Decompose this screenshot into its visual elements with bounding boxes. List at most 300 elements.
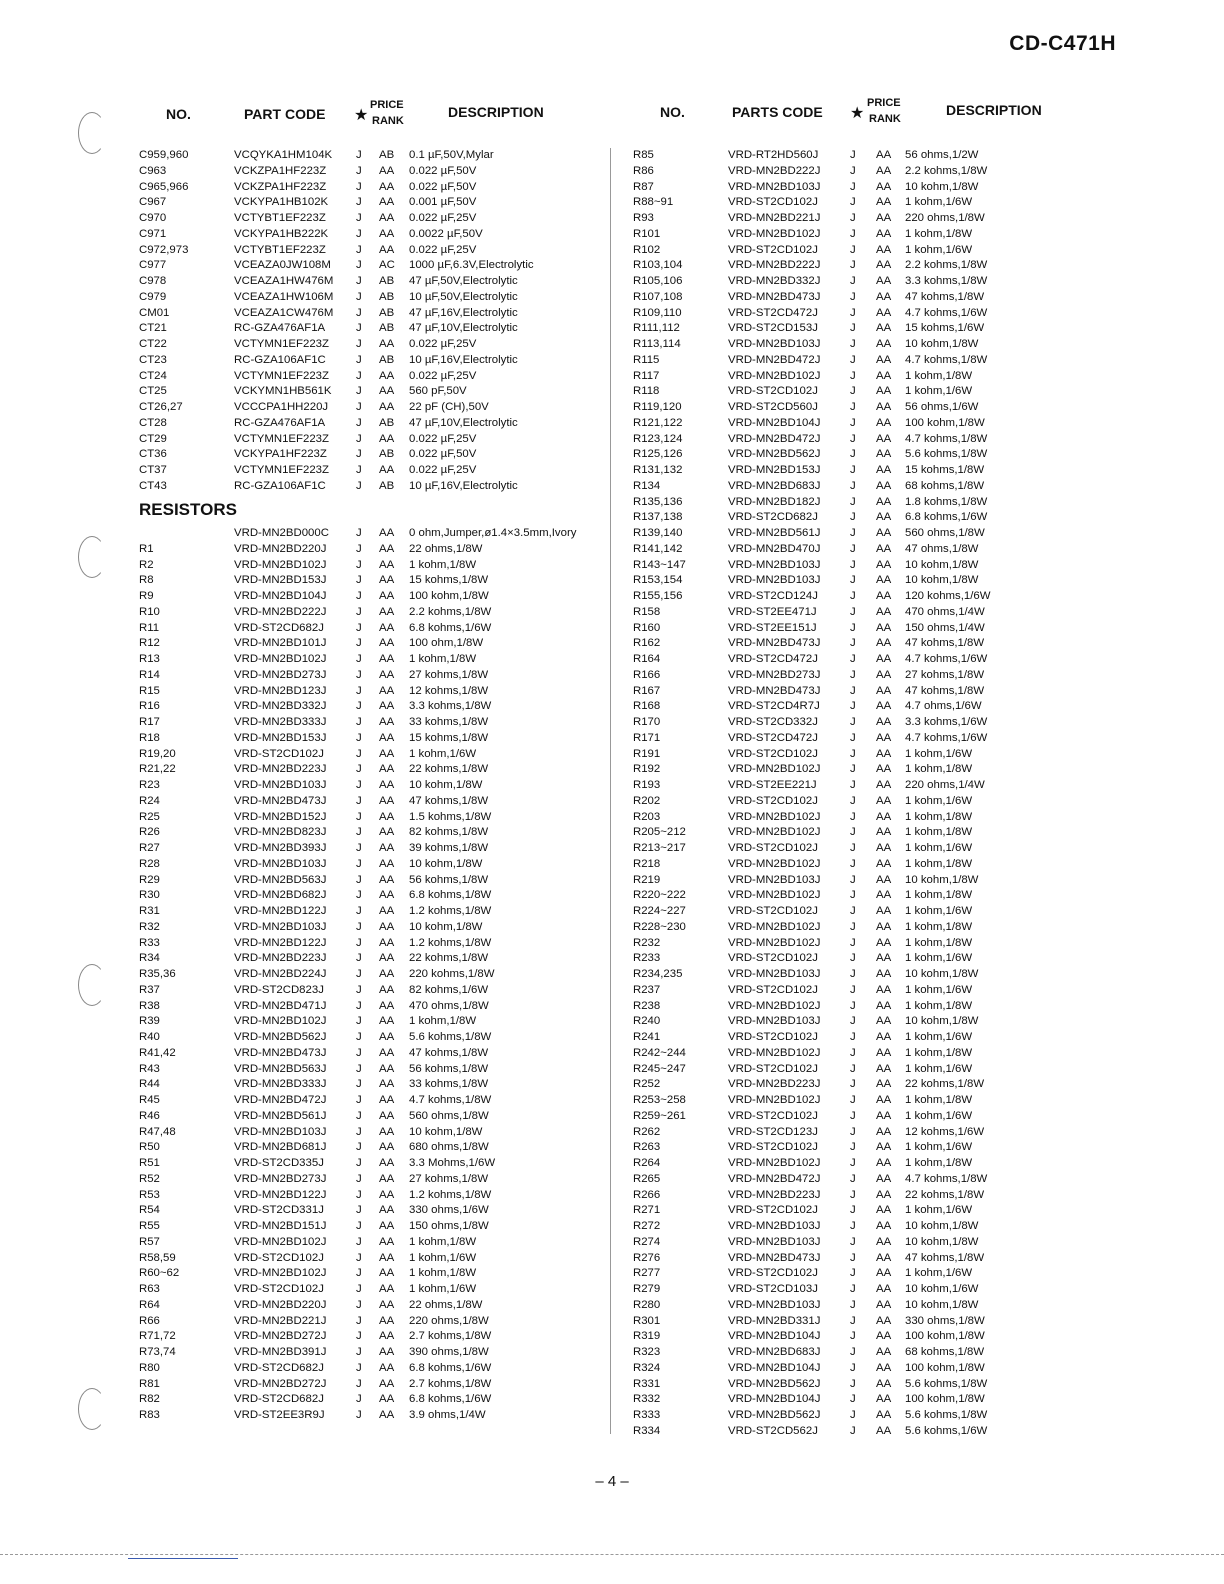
- cell-mark: J: [850, 920, 856, 933]
- cell-ref-no: R334: [633, 1424, 661, 1437]
- cell-price-rank: AA: [876, 637, 892, 650]
- table-row: [139, 1125, 609, 1141]
- cell-part-code: VRD-MN2BD102J: [728, 889, 821, 902]
- table-row: [139, 542, 609, 558]
- cell-description: 1 kohm,1/6W: [905, 794, 973, 807]
- cell-mark: J: [850, 857, 856, 870]
- left-parts-table: [139, 148, 609, 1424]
- table-row: [139, 1282, 609, 1298]
- cell-mark: J: [850, 1078, 856, 1091]
- cell-description: 1 kohm,1/8W: [409, 1235, 477, 1248]
- cell-part-code: VCEAZA1HW106M: [234, 290, 334, 303]
- cell-mark: J: [850, 653, 856, 665]
- cell-mark: J: [850, 275, 856, 287]
- cell-description: 15 kohms,1/6W: [905, 322, 985, 335]
- section-heading: [139, 495, 609, 527]
- cell-price-rank: AA: [379, 1314, 395, 1327]
- cell-price-rank: AA: [876, 1346, 892, 1358]
- cell-description: 6.8 kohms,1/6W: [409, 621, 492, 634]
- table-row: [139, 621, 609, 637]
- punch-hole: [78, 536, 106, 578]
- cell-part-code: VRD-ST2CD103J: [728, 1283, 818, 1295]
- cell-mark: J: [356, 432, 362, 445]
- cell-mark: J: [356, 952, 362, 965]
- cell-description: 10 kohm,1/8W: [905, 1298, 979, 1311]
- cell-ref-no: R101: [633, 227, 661, 240]
- cell-price-rank: AA: [379, 1267, 395, 1280]
- cell-mark: J: [850, 1094, 856, 1106]
- cell-description: 100 kohm,1/8W: [905, 1393, 985, 1406]
- cell-mark: J: [356, 1188, 362, 1201]
- cell-ref-no: R319: [633, 1330, 661, 1343]
- cell-ref-no: R137,138: [633, 511, 683, 524]
- cell-ref-no: R19,20: [139, 747, 176, 760]
- cell-ref-no: R141,142: [633, 542, 683, 555]
- cell-price-rank: AB: [379, 306, 395, 319]
- table-row: [139, 1093, 609, 1109]
- table-row: [633, 936, 1073, 952]
- cell-price-rank: AA: [876, 180, 892, 193]
- cell-ref-no: R119,120: [633, 401, 682, 413]
- table-row: [139, 463, 609, 479]
- cell-ref-no: R279: [633, 1283, 661, 1295]
- cell-description: 22 kohms,1/8W: [409, 763, 489, 776]
- table-row: [633, 999, 1073, 1015]
- cell-ref-no: R333: [633, 1409, 661, 1421]
- cell-description: 47 µF,16V,Electrolytic: [409, 306, 518, 319]
- right-parts-table: [633, 148, 1073, 1440]
- table-row: [633, 1140, 1073, 1156]
- cell-ref-no: R88~91: [633, 196, 674, 209]
- cell-mark: J: [356, 763, 362, 776]
- cell-mark: J: [850, 716, 856, 728]
- cell-price-rank: AA: [379, 1188, 395, 1201]
- header-star-icon: ★: [354, 107, 369, 124]
- table-row: [633, 479, 1073, 495]
- cell-part-code: VRD-ST2EE151J: [728, 621, 817, 634]
- table-row: [139, 1140, 609, 1156]
- cell-ref-no: R9: [139, 590, 154, 602]
- table-row: [139, 526, 609, 542]
- cell-description: 3.3 kohms,1/8W: [905, 275, 988, 287]
- cell-description: 1 kohm,1/8W: [409, 653, 477, 665]
- cell-price-rank: AA: [876, 196, 892, 209]
- cell-price-rank: AA: [379, 1062, 395, 1075]
- cell-part-code: VRD-ST2CD331J: [234, 1204, 324, 1217]
- cell-price-rank: AA: [876, 227, 892, 240]
- cell-ref-no: R34: [139, 952, 160, 965]
- cell-price-rank: AA: [379, 810, 395, 823]
- table-row: [633, 951, 1073, 967]
- cell-price-rank: AA: [379, 731, 395, 744]
- cell-ref-no: R28: [139, 857, 160, 870]
- cell-description: 22 ohms,1/8W: [409, 1298, 483, 1311]
- cell-part-code: VRD-MN2BD103J: [234, 920, 327, 933]
- cell-mark: J: [356, 1141, 362, 1154]
- cell-description: 39 kohms,1/8W: [409, 842, 489, 854]
- table-row: [139, 778, 609, 794]
- cell-mark: J: [850, 605, 856, 618]
- cell-price-rank: AA: [379, 164, 395, 177]
- cell-ref-no: R27: [139, 842, 160, 854]
- cell-price-rank: AA: [876, 873, 892, 886]
- cell-ref-no: R82: [139, 1393, 160, 1406]
- cell-mark: J: [850, 448, 856, 461]
- page-number: – 4 –: [595, 1473, 629, 1490]
- cell-ref-no: R25: [139, 810, 160, 823]
- cell-ref-no: R253~258: [633, 1094, 686, 1106]
- cell-price-rank: AA: [379, 369, 395, 382]
- table-row: [633, 873, 1073, 889]
- cell-part-code: VRD-MN2BD103J: [728, 1235, 821, 1248]
- cell-part-code: VRD-MN2BD220J: [234, 542, 327, 555]
- cell-price-rank: AA: [876, 1393, 892, 1406]
- cell-description: 10 kohm,1/6W: [905, 1283, 979, 1295]
- cell-description: 6.8 kohms,1/8W: [409, 889, 492, 902]
- cell-description: 68 kohms,1/8W: [905, 479, 985, 492]
- cell-description: 330 ohms,1/6W: [409, 1204, 489, 1217]
- cell-ref-no: R1: [139, 542, 154, 555]
- cell-mark: J: [850, 1109, 856, 1122]
- cell-ref-no: R323: [633, 1346, 661, 1358]
- cell-ref-no: CT25: [139, 385, 167, 398]
- cell-description: 68 kohms,1/8W: [905, 1346, 985, 1358]
- table-row: [633, 888, 1073, 904]
- cell-ref-no: R53: [139, 1188, 160, 1201]
- cell-ref-no: R264: [633, 1157, 661, 1169]
- cell-mark: J: [356, 401, 362, 413]
- cell-ref-no: CT43: [139, 479, 167, 492]
- table-row: [139, 1314, 609, 1330]
- table-row: [633, 432, 1073, 448]
- cell-part-code: VRD-MN2BD104J: [728, 416, 821, 429]
- cell-description: 4.7 kohms,1/8W: [409, 1094, 492, 1106]
- cell-part-code: VRD-MN2BD331J: [728, 1314, 821, 1327]
- table-row: [633, 699, 1073, 715]
- cell-ref-no: R81: [139, 1377, 160, 1390]
- cell-part-code: VCTYMN1EF223Z: [234, 369, 329, 382]
- cell-ref-no: R234,235: [633, 968, 683, 980]
- cell-description: 1 kohm,1/6W: [905, 1109, 973, 1122]
- table-row: [139, 258, 609, 274]
- cell-part-code: VRD-MN2BD153J: [728, 464, 821, 476]
- cell-part-code: VCKYPA1HB222K: [234, 227, 329, 240]
- cell-mark: J: [356, 842, 362, 854]
- cell-part-code: VRD-MN2BD681J: [234, 1141, 327, 1154]
- cell-part-code: VRD-MN2BD220J: [234, 1298, 327, 1311]
- cell-price-rank: AA: [379, 1346, 395, 1358]
- cell-ref-no: R44: [139, 1078, 160, 1091]
- cell-ref-no: CT26,27: [139, 401, 183, 413]
- cell-mark: J: [356, 464, 362, 476]
- cell-ref-no: R71,72: [139, 1330, 176, 1343]
- cell-description: 1 kohm,1/8W: [905, 1094, 973, 1106]
- section-title: RESISTORS: [139, 499, 237, 519]
- cell-part-code: VRD-MN2BD102J: [234, 653, 327, 665]
- cell-mark: J: [356, 1062, 362, 1075]
- cell-description: 1.2 kohms,1/8W: [409, 1188, 492, 1201]
- cell-description: 47 kohms,1/8W: [905, 1251, 985, 1264]
- cell-price-rank: AA: [876, 920, 892, 933]
- table-row: [139, 589, 609, 605]
- cell-description: 0.001 µF,50V: [409, 196, 477, 209]
- cell-mark: J: [850, 763, 856, 776]
- cell-description: 47 µF,10V,Electrolytic: [409, 416, 518, 429]
- punch-hole: [78, 1388, 106, 1430]
- cell-part-code: RC-GZA476AF1A: [234, 416, 326, 429]
- cell-price-rank: AA: [379, 196, 395, 209]
- cell-description: 1 kohm,1/6W: [905, 905, 973, 917]
- cell-mark: J: [356, 227, 362, 240]
- cell-part-code: RC-GZA106AF1C: [234, 479, 326, 492]
- table-row: [139, 1266, 609, 1282]
- cell-description: 22 kohms,1/8W: [905, 1188, 985, 1201]
- cell-ref-no: R87: [633, 180, 654, 193]
- table-row: [633, 542, 1073, 558]
- cell-part-code: VRD-MN2BD102J: [234, 1267, 327, 1280]
- table-row: [633, 400, 1073, 416]
- cell-part-code: VRD-ST2CD682J: [728, 511, 818, 524]
- table-row: [139, 148, 609, 164]
- cell-mark: J: [850, 621, 856, 634]
- table-row: [139, 1345, 609, 1361]
- cell-description: 15 kohms,1/8W: [409, 731, 489, 744]
- cell-description: 1 kohm,1/6W: [905, 842, 973, 854]
- cell-mark: J: [850, 1251, 856, 1264]
- cell-ref-no: R118: [633, 385, 660, 398]
- cell-mark: J: [850, 983, 856, 996]
- cell-ref-no: R276: [633, 1251, 661, 1264]
- cell-part-code: VRD-MN2BD102J: [728, 920, 821, 933]
- cell-part-code: VRD-MN2BD102J: [728, 826, 821, 839]
- cell-description: 10 kohm,1/8W: [905, 873, 979, 886]
- cell-price-rank: AA: [876, 1267, 892, 1280]
- table-row: [633, 684, 1073, 700]
- cell-part-code: VRD-MN2BD332J: [234, 700, 327, 713]
- cell-part-code: RC-GZA476AF1A: [234, 322, 326, 335]
- table-row: [139, 337, 609, 353]
- cell-mark: J: [850, 495, 856, 508]
- cell-part-code: VRD-MN2BD103J: [728, 558, 821, 571]
- cell-price-rank: AA: [876, 243, 892, 256]
- cell-part-code: VRD-MN2BD182J: [728, 495, 821, 508]
- table-row: [139, 999, 609, 1015]
- table-row: [139, 699, 609, 715]
- cell-description: 10 kohm,1/8W: [905, 180, 979, 193]
- table-row: [139, 416, 609, 432]
- cell-description: 82 kohms,1/6W: [409, 983, 489, 996]
- cell-description: 1 kohm,1/8W: [905, 810, 973, 823]
- cell-part-code: VRD-MN2BD103J: [728, 873, 821, 886]
- table-row: [139, 1077, 609, 1093]
- table-row: [139, 195, 609, 211]
- cell-ref-no: R60~62: [139, 1267, 180, 1280]
- cell-description: 1 kohm,1/8W: [409, 1015, 477, 1028]
- cell-description: 0.0022 µF,50V: [409, 227, 483, 240]
- cell-part-code: VRD-MN2BD473J: [728, 1251, 821, 1264]
- cell-description: 47 kohms,1/8W: [905, 290, 985, 303]
- table-row: [633, 1156, 1073, 1172]
- cell-price-rank: AA: [876, 1314, 892, 1327]
- cell-ref-no: R171: [633, 731, 661, 744]
- cell-price-rank: AA: [876, 1062, 892, 1075]
- cell-ref-no: R213~217: [633, 842, 686, 854]
- cell-part-code: VRD-MN2BD102J: [728, 227, 821, 240]
- cell-mark: J: [850, 1393, 856, 1406]
- cell-part-code: VRD-MN2BD472J: [728, 432, 821, 445]
- header-star-icon: ★: [850, 105, 865, 122]
- table-row: [633, 904, 1073, 920]
- cell-part-code: VRD-MN2BD102J: [234, 1235, 327, 1248]
- cell-ref-no: R93: [633, 212, 654, 224]
- cell-description: 4.7 kohms,1/8W: [905, 1172, 988, 1185]
- cell-part-code: VRD-ST2EE3R9J: [234, 1409, 325, 1421]
- table-row: [139, 1046, 609, 1062]
- table-row: [139, 479, 609, 495]
- table-row: [633, 1314, 1073, 1330]
- cell-price-rank: AA: [379, 1157, 395, 1169]
- cell-ref-no: R113,114: [633, 338, 681, 350]
- cell-ref-no: R11: [139, 621, 160, 634]
- cell-ref-no: CT24: [139, 369, 167, 382]
- cell-price-rank: AA: [876, 385, 892, 398]
- table-row: [139, 888, 609, 904]
- header-no: NO.: [166, 106, 191, 122]
- cell-ref-no: R167: [633, 684, 661, 697]
- cell-price-rank: AA: [876, 936, 892, 949]
- cell-price-rank: AA: [876, 558, 892, 571]
- cell-description: 3.3 kohms,1/8W: [409, 700, 492, 713]
- cell-part-code: VRD-MN2BD273J: [728, 668, 821, 681]
- cell-mark: J: [356, 322, 362, 335]
- cell-ref-no: R14: [139, 668, 160, 681]
- cell-price-rank: AA: [379, 574, 395, 587]
- cell-mark: J: [850, 1346, 856, 1358]
- cell-description: 0.022 µF,50V: [409, 448, 477, 461]
- cell-description: 2.7 kohms,1/8W: [409, 1330, 492, 1343]
- cell-price-rank: AA: [379, 1330, 395, 1343]
- cell-ref-no: R220~222: [633, 889, 686, 902]
- cell-mark: J: [356, 873, 362, 886]
- cell-part-code: VRD-MN2BD123J: [234, 684, 327, 697]
- cell-mark: J: [850, 1283, 856, 1295]
- cell-ref-no: R57: [139, 1235, 160, 1248]
- cell-mark: J: [356, 416, 362, 429]
- cell-description: 0.022 µF,25V: [409, 243, 477, 256]
- cell-ref-no: R272: [633, 1220, 661, 1232]
- cell-ref-no: C979: [139, 290, 167, 303]
- cell-part-code: VRD-ST2EE471J: [728, 605, 817, 618]
- table-row: [139, 353, 609, 369]
- cell-price-rank: AA: [379, 1141, 395, 1154]
- cell-price-rank: AA: [876, 826, 892, 839]
- table-row: [139, 227, 609, 243]
- cell-part-code: VRD-ST2CD102J: [728, 1109, 818, 1122]
- cell-mark: J: [850, 1172, 856, 1185]
- cell-description: 5.6 kohms,1/8W: [905, 1377, 988, 1390]
- table-row: [633, 731, 1073, 747]
- cell-ref-no: C977: [139, 259, 167, 272]
- cell-price-rank: AA: [876, 1188, 892, 1201]
- cell-ref-no: R23: [139, 779, 160, 791]
- cell-mark: J: [356, 527, 362, 539]
- table-row: [139, 447, 609, 463]
- table-row: [633, 195, 1073, 211]
- cell-price-rank: AA: [876, 889, 892, 902]
- cell-ref-no: R263: [633, 1141, 661, 1154]
- cell-price-rank: AA: [379, 779, 395, 791]
- cell-price-rank: AA: [379, 1078, 395, 1091]
- cell-mark: J: [356, 731, 362, 744]
- header-parts-code: PARTS CODE: [732, 104, 823, 120]
- cell-description: 1 kohm,1/6W: [905, 196, 973, 209]
- cell-part-code: VRD-ST2CD102J: [728, 952, 818, 965]
- cell-mark: J: [356, 653, 362, 665]
- table-row: [139, 920, 609, 936]
- cell-mark: J: [850, 1314, 856, 1327]
- cell-part-code: VCTYMN1EF223Z: [234, 464, 329, 476]
- cell-description: 33 kohms,1/8W: [409, 716, 489, 728]
- table-row: [633, 825, 1073, 841]
- cell-description: 22 pF (CH),50V: [409, 401, 489, 413]
- cell-price-rank: AA: [379, 1031, 395, 1043]
- cell-ref-no: R274: [633, 1235, 661, 1248]
- header-description: DESCRIPTION: [448, 104, 544, 120]
- cell-mark: J: [356, 637, 362, 650]
- cell-price-rank: AA: [379, 1283, 395, 1295]
- cell-mark: J: [850, 338, 856, 350]
- cell-mark: J: [356, 149, 362, 161]
- cell-mark: J: [850, 1046, 856, 1059]
- cell-ref-no: R103,104: [633, 259, 683, 272]
- cell-description: 1 kohm,1/8W: [905, 889, 973, 902]
- cell-description: 1 kohm,1/8W: [905, 857, 973, 870]
- table-row: [139, 951, 609, 967]
- table-row: [633, 290, 1073, 306]
- cell-mark: J: [356, 621, 362, 634]
- cell-part-code: VRD-MN2BD562J: [728, 448, 821, 461]
- cell-mark: J: [356, 826, 362, 839]
- cell-mark: J: [356, 243, 362, 256]
- cell-mark: J: [850, 1330, 856, 1343]
- cell-ref-no: R280: [633, 1298, 661, 1311]
- table-row: [139, 1377, 609, 1393]
- cell-part-code: VRD-MN2BD223J: [728, 1188, 821, 1201]
- table-row: [633, 1188, 1073, 1204]
- cell-part-code: VRD-MN2BD153J: [234, 574, 327, 587]
- cell-mark: J: [850, 905, 856, 917]
- cell-price-rank: AA: [876, 149, 892, 161]
- cell-price-rank: AA: [876, 479, 892, 492]
- cell-part-code: VCEAZA1CW476M: [234, 306, 334, 319]
- cell-mark: J: [850, 259, 856, 272]
- cell-description: 330 ohms,1/8W: [905, 1314, 985, 1327]
- cell-price-rank: AA: [876, 1125, 892, 1138]
- table-row: [633, 573, 1073, 589]
- cell-description: 220 ohms,1/4W: [905, 779, 985, 791]
- cell-ref-no: CT23: [139, 353, 167, 366]
- cell-mark: J: [356, 1204, 362, 1217]
- cell-mark: J: [356, 1393, 362, 1406]
- cell-mark: J: [850, 243, 856, 256]
- table-row: [633, 1219, 1073, 1235]
- cell-part-code: VRD-MN2BD333J: [234, 716, 327, 728]
- cell-part-code: VRD-MN2BD102J: [728, 369, 821, 382]
- cell-mark: J: [850, 590, 856, 602]
- cell-ref-no: R135,136: [633, 495, 683, 508]
- cell-description: 5.6 kohms,1/8W: [905, 448, 988, 461]
- cell-price-rank: AA: [876, 1235, 892, 1248]
